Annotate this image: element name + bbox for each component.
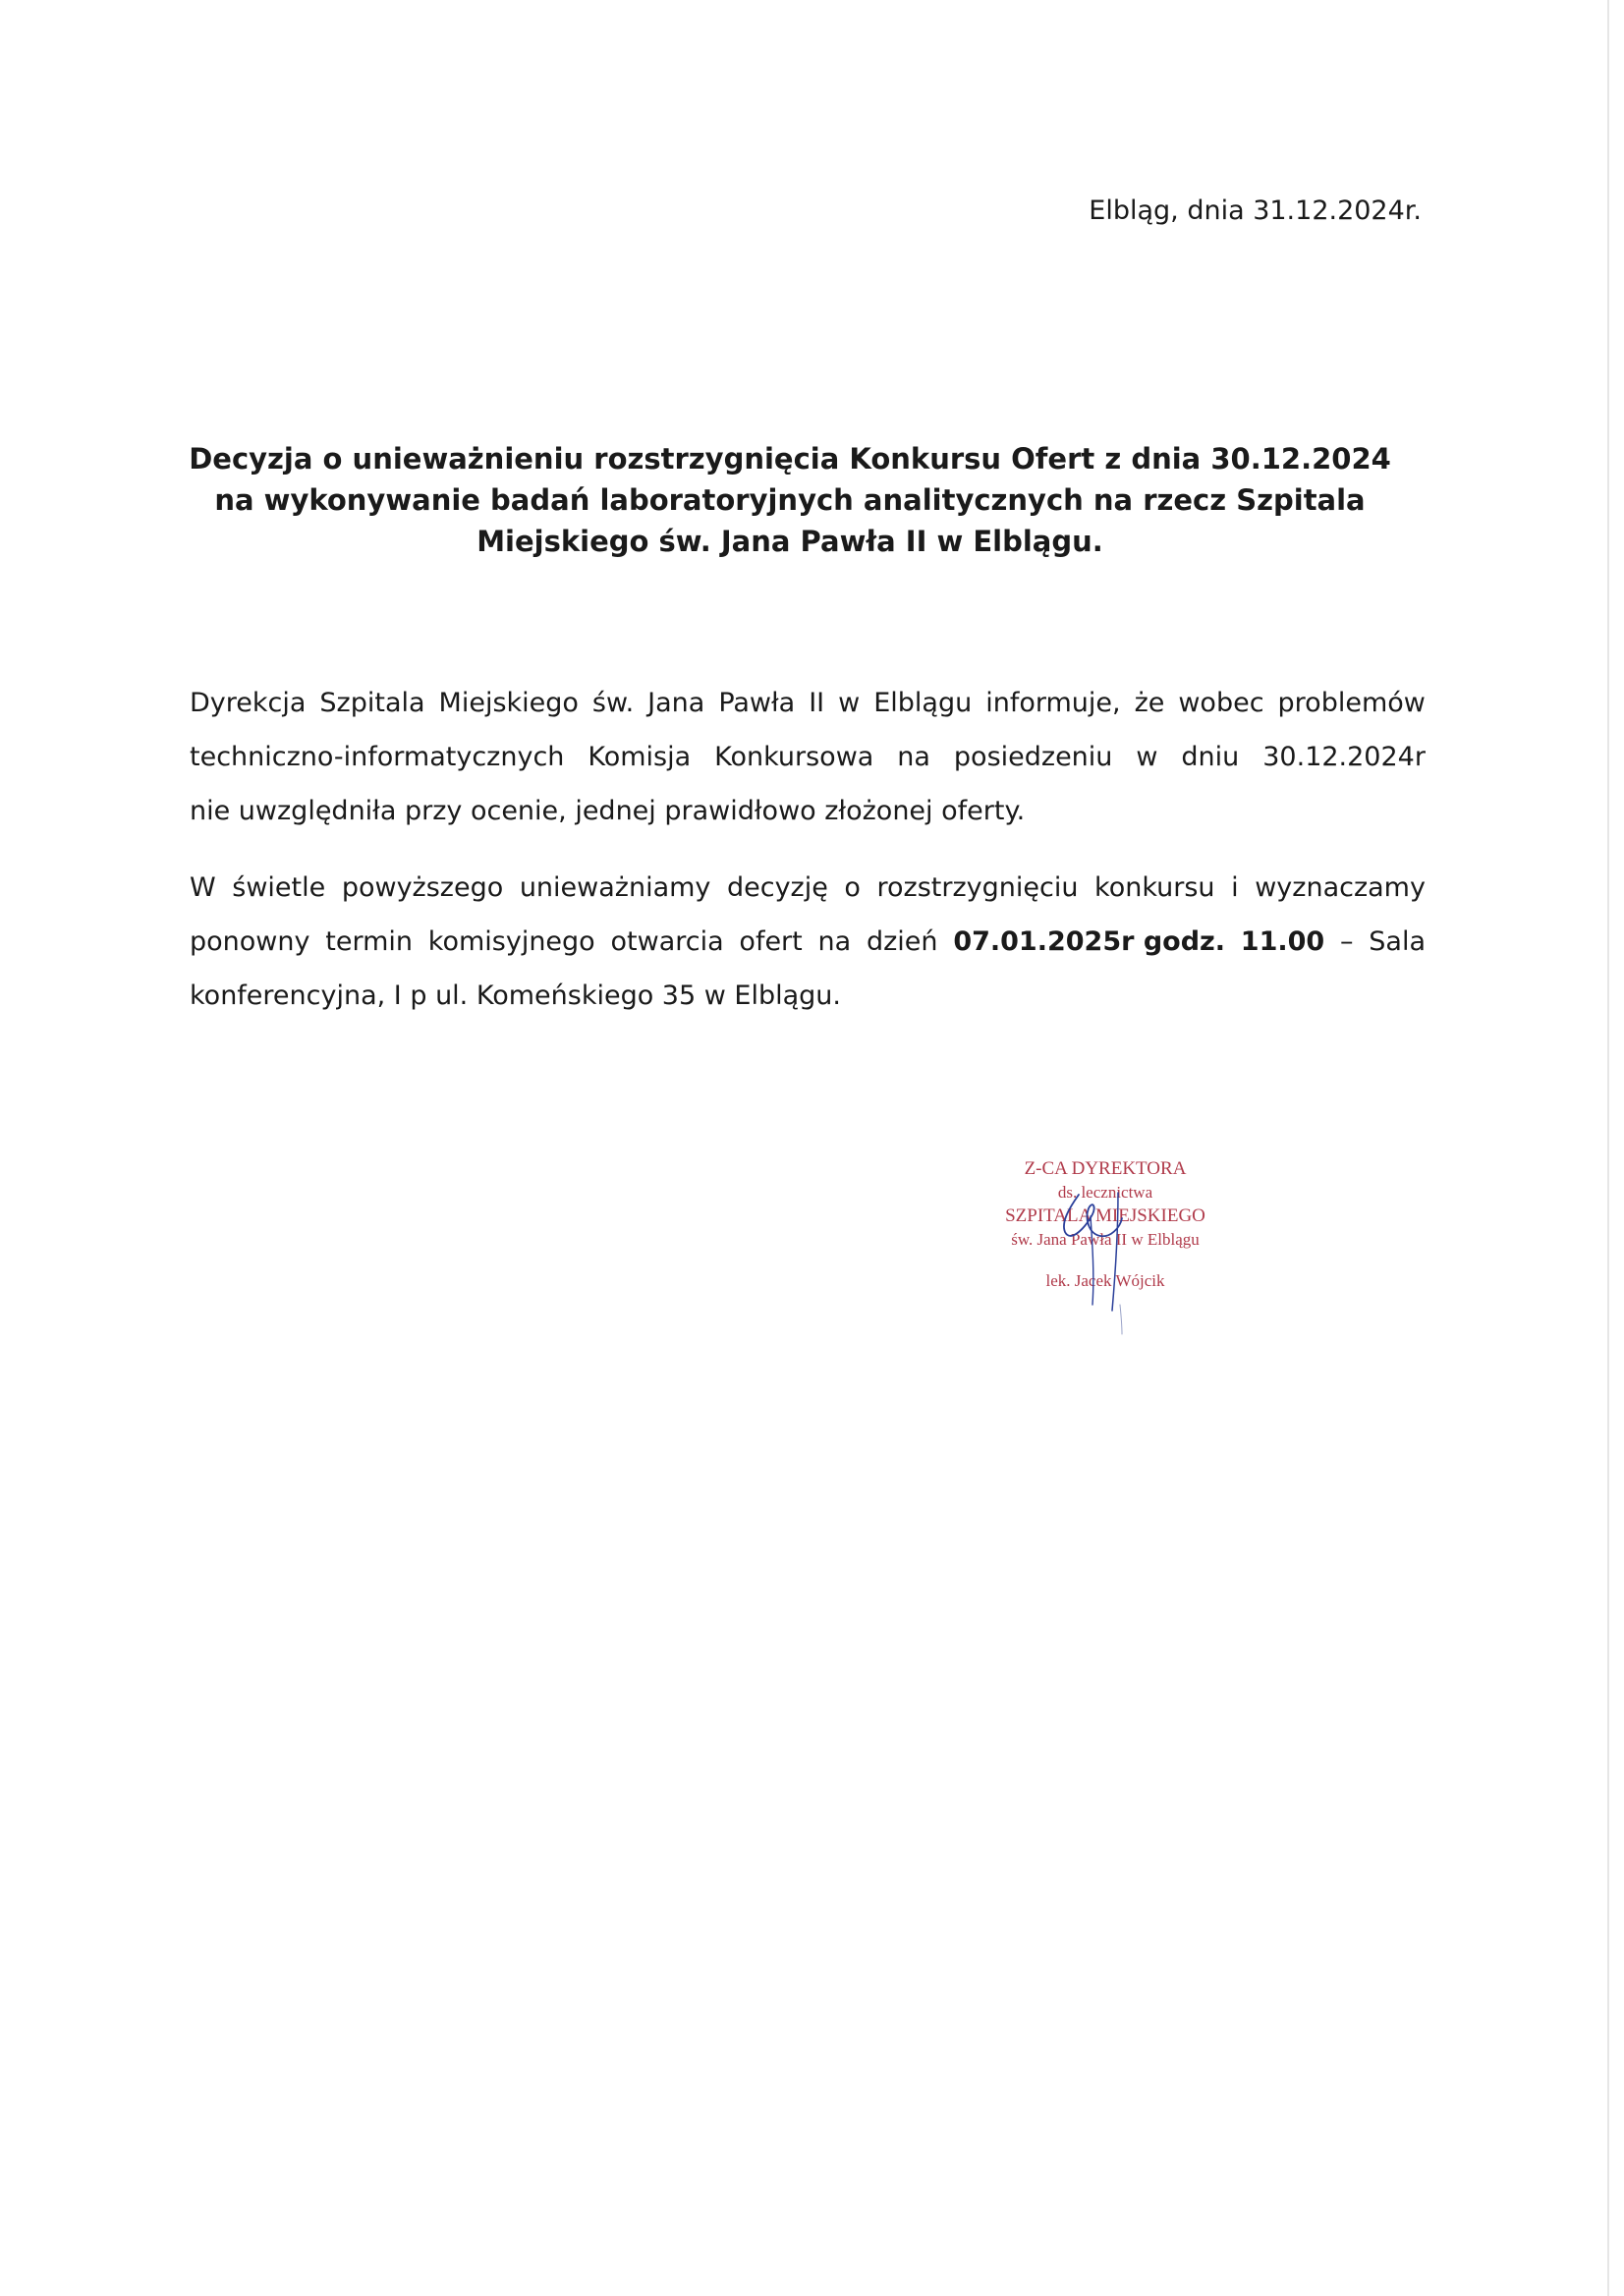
title-line-1: Decyzja o unieważnieniu rozstrzygnięcia Konkursu Ofert z dnia 30.12.2024 [189,442,1391,476]
paragraph-1-line-1 [190,676,1426,730]
word: i [1231,872,1239,903]
word: otwarcia [610,926,724,957]
paragraph-2-line-3: konferencyjna, I p ul. Komeńskiego 35 w Elblągu. [190,980,841,1011]
document-title [157,438,1423,562]
word: decyzję [726,872,828,903]
word: że [1134,688,1165,718]
title-line-2: na wykonywanie badań laboratoryjnych analitycznych na rzecz Szpitala [214,483,1366,517]
stamp-line-2: ds. lecznictwa [1057,1183,1153,1202]
bold-date: 07.01.2025r godz. [953,926,1226,957]
date-line: Elbląg, dnia 31.12.2024r. [1089,196,1422,226]
official-stamp [963,1157,1248,1344]
paragraph-1-line-3: nie uwzględniła przy ocenie, jednej prawidłowo złożonej oferty. [190,796,1026,826]
word: dzień [866,926,938,957]
word: Dyrekcja [190,688,307,718]
word: Sala [1369,926,1426,957]
word: wyznaczamy [1255,872,1426,903]
paragraph-2-line-2 [190,915,1426,969]
word: w [838,688,861,718]
word: o [844,872,861,903]
word: ponowny [190,926,310,957]
word: powyższego [341,872,504,903]
word: posiedzeniu [953,742,1113,772]
word: techniczno-informatycznych [190,742,565,772]
stamp-line-5: lek. Jacek Wójcik [1045,1271,1165,1290]
stamp-line-4: św. Jana Pawła II w Elblągu [1011,1230,1200,1249]
scan-edge-line [1607,0,1609,2296]
word: konkursu [1094,872,1215,903]
word: Szpitala [319,688,425,718]
word: termin [325,926,413,957]
word: świetle [232,872,326,903]
word: Miejskiego [438,688,579,718]
stamp-line-1: Z-CA DYREKTORA [1024,1158,1187,1179]
word: unieważniamy [519,872,711,903]
paragraph-1 [190,676,1426,838]
title-line-3: Miejskiego św. Jana Pawła II w Elblągu. [476,525,1103,558]
word: w [1136,742,1158,772]
word: ofert [739,926,803,957]
word: Pawła [718,688,796,718]
word: – [1339,926,1354,957]
handwritten-signature [963,1157,1248,1344]
word: św. [591,688,635,718]
stamp-line-3: SZPITALA MIEJSKIEGO [1005,1205,1205,1226]
word: W [190,872,216,903]
paragraph-2 [190,861,1426,1023]
word: Konkursowa [714,742,874,772]
word: wobec [1178,688,1264,718]
paragraph-2-line-1 [190,861,1426,915]
word: Elblągu [873,688,973,718]
word: na [897,742,930,772]
bold-time: 11.00 [1240,926,1325,957]
word: komisyjnego [427,926,595,957]
word: informuje, [985,688,1121,718]
word: Komisja [588,742,692,772]
word: Jana [647,688,705,718]
word: rozstrzygnięciu [876,872,1079,903]
paragraph-1-line-2 [190,730,1426,784]
word: II [809,688,825,718]
word: na [817,926,852,957]
word: dniu [1181,742,1240,772]
word: 30.12.2024r [1262,742,1426,772]
word: problemów [1277,688,1426,718]
